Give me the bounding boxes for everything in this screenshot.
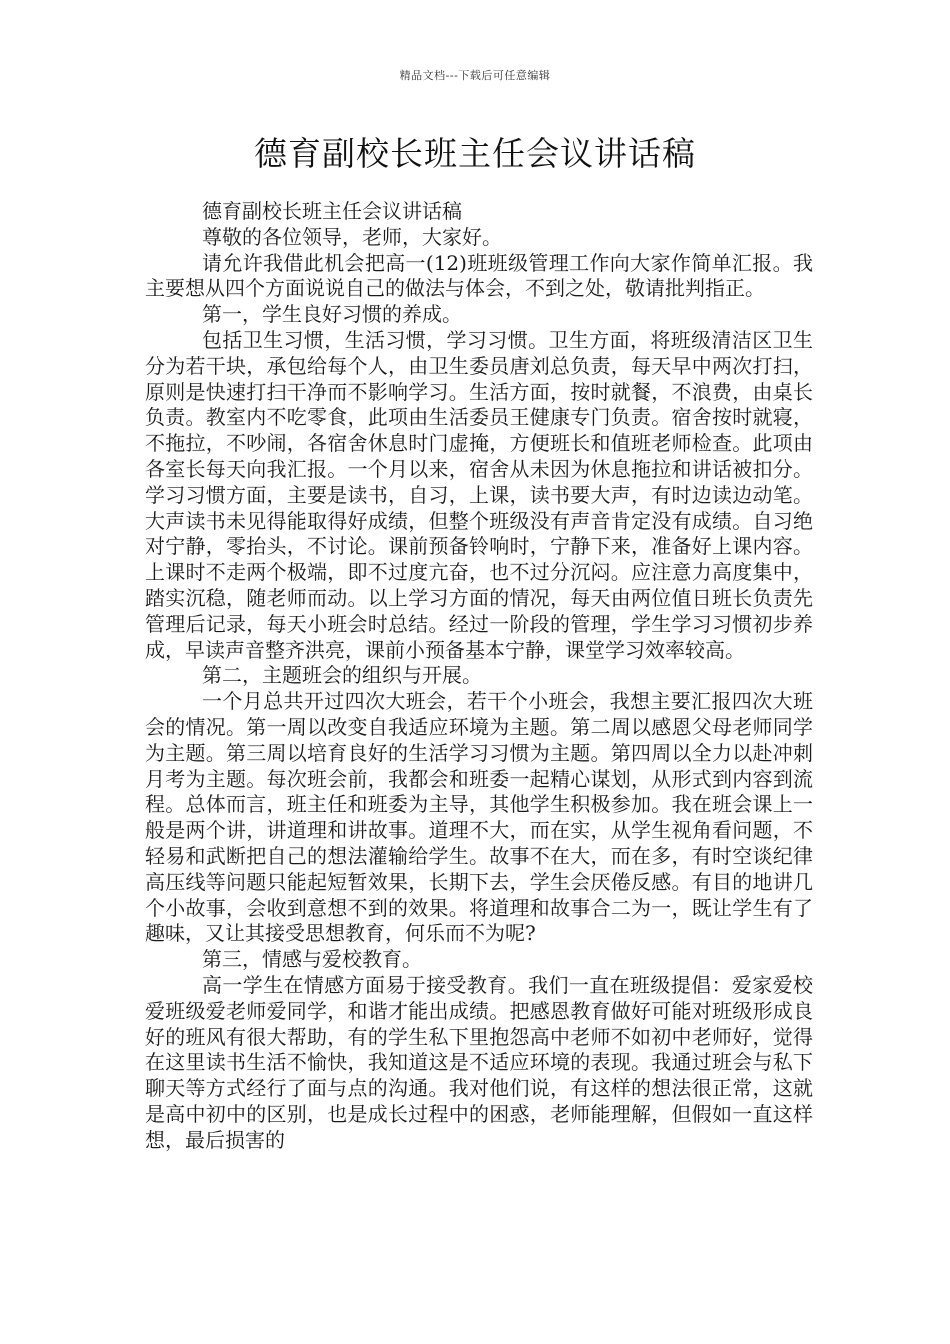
paragraph-emotion-education: 高一学生在情感方面易于接受教育。我们一直在班级提倡：爱家爱校爱班级爱老师爱同学，和谐才能出成绩。把感恩教育做好可能对班级形成良好的班风有很大帮助，有的学生私下里抱怨高中老师不如初中老师好，觉得在这里读书生活不愉快，我知道这是不适应环境的表现。我通过班会与私下聊天等方式经行了面与点的沟通。我对他们说，有这样的想法很正常，这就是高中初中的区别，也是成长过程中的困惑，老师能理解，但假如一直这样想，最后损害的 [145,972,813,1152]
paragraph-intro: 请允许我借此机会把高一(12)班班级管理工作向大家作简单汇报。我主要想从四个方面说说自己的做法与体会，不到之处，敬请批判指正。 [145,250,813,301]
document-body [145,199,813,1153]
page-header-note: 精品文档---下载后可任意编辑 [399,69,551,82]
document-title: 德育副校长班主任会议讲话稿 [254,134,696,173]
paragraph-habits: 包括卫生习惯，生活习惯，学习习惯。卫生方面，将班级清洁区卫生分为若干块，承包给每个人，由卫生委员唐刘总负责，每天早中两次打扫，原则是快速打扫干净而不影响学习。生活方面，按时就餐，不浪费，由桌长负责。教室内不吃零食，此项由生活委员王健康专门负责。宿舍按时就寝，不拖拉，不吵闹，各宿舍休息时门虚掩，方便班长和值班老师检查。此项由各室长每天向我汇报。一个月以来，宿舍从未因为休息拖拉和讲话被扣分。学习习惯方面，主要是读书，自习，上课，读书要大声，有时边读边动笔。大声读书未见得能取得好成绩，但整个班级没有声音肯定没有成绩。自习绝对宁静，零抬头，不讨论。课前预备铃响时，宁静下来，准备好上课内容。上课时不走两个极端，即不过度亢奋，也不过分沉闷。应注意力高度集中，踏实沉稳，随老师而动。以上学习方面的情况，每天由两位值日班长负责先管理后记录，每天小班会时总结。经过一阶段的管理，学生学习习惯初步养成，早读声音整齐洪亮，课前小预备基本宁静，课堂学习效率较高。 [145,327,813,662]
section-heading-2: 第二，主题班会的组织与开展。 [202,663,482,688]
paragraph-subtitle: 德育副校长班主任会议讲话稿 [202,199,462,223]
section-heading-3: 第三，情感与爱校教育。 [202,947,422,972]
paragraph-greeting: 尊敬的各位领导，老师，大家好。 [202,224,502,249]
section-heading-1: 第一，学生良好习惯的养成。 [202,302,462,327]
paragraph-class-meetings: 一个月总共开过四次大班会，若干个小班会，我想主要汇报四次大班会的情况。第一周以改变自我适应环境为主题。第二周以感恩父母老师同学为主题。第三周以培育良好的生活学习习惯为主题。第四周以全力以赴冲刺月考为主题。每次班会前，我都会和班委一起精心谋划，从形式到内容到流程。总体而言，班主任和班委为主导，其他学生积极参加。我在班会课上一般是两个讲，讲道理和讲故事。道理不大，而在实，从学生视角看问题，不轻易和武断把自己的想法灌输给学生。故事不在大，而在多，有时空谈纪律高压线等问题只能起短暂效果，长期下去，学生会厌倦反感。有目的地讲几个小故事，会收到意想不到的效果。将道理和故事合二为一，既让学生有了趣味，又让其接受思想教育，何乐而不为呢? [145,689,813,946]
